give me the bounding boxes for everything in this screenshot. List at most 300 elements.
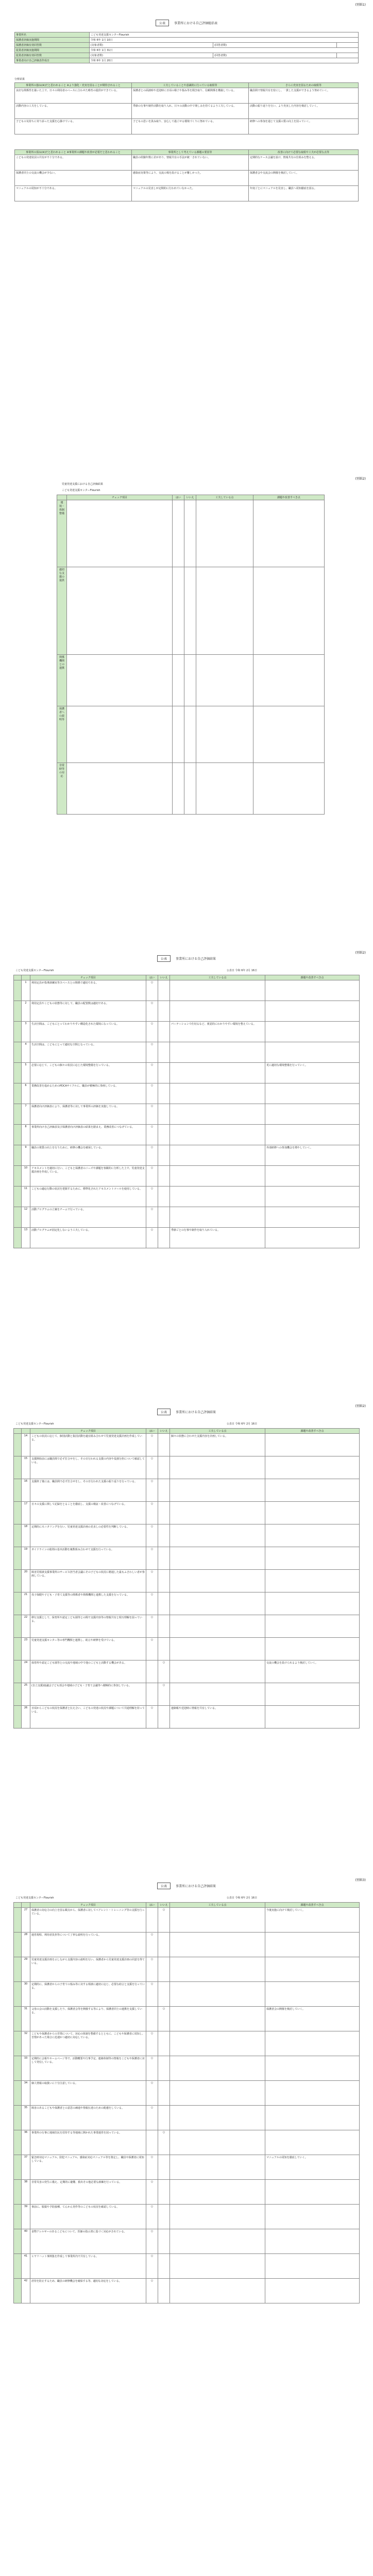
section-bar	[14, 1660, 22, 1683]
section-bar	[14, 1706, 22, 1728]
section-bar	[14, 1456, 22, 1479]
col-no: いいえ	[158, 1903, 170, 1908]
table-row	[14, 1982, 360, 2007]
issue-note	[265, 2254, 360, 2279]
table-row	[14, 1125, 360, 1145]
answer-yes: ○	[146, 1125, 158, 1145]
check-item: 活動プログラムが固定化しないよう工夫している。	[30, 1228, 146, 1248]
answer-no	[158, 1592, 170, 1615]
table-row	[14, 2279, 360, 2303]
check-item: 個人情報の取扱いに十分注意している。	[30, 2081, 146, 2106]
table-row	[14, 1683, 360, 1706]
check-item: 生活空間は、こどもにとってわかりやすい構造化された環境になっている。	[30, 1022, 146, 1042]
section-bar	[14, 1063, 22, 1083]
answer-yes: ○	[146, 1982, 158, 2007]
effort-note: 連絡帳や送迎時に情報を共有している。	[170, 1706, 265, 1728]
row-number: 35	[22, 2106, 30, 2130]
label-created: 事業者向け自己評価表作成日	[15, 58, 90, 63]
answer-yes: ○	[146, 1615, 158, 1638]
check-item: 職員の資質の向上を行うために、研修の機会を確保している。	[30, 1145, 146, 1166]
answer-yes: ○	[146, 1063, 158, 1083]
answer-no	[158, 1207, 170, 1228]
col-strength: 事業所の強み(※)だと思われること ※より強化・充実を図ることが期待されること	[15, 83, 132, 88]
table-row	[14, 1592, 360, 1615]
weaknesses-table	[14, 149, 359, 201]
answer-no	[158, 1479, 170, 1502]
effort-note: パーテーションで仕切るなど、視覚的にわかりやすい環境を整えている。	[170, 1022, 265, 1042]
table-row	[14, 2106, 360, 2130]
section-bar	[14, 1207, 22, 1228]
results-table-3	[13, 1902, 360, 2303]
strength-cell: 子どもの気持ちに寄り添った支援を心掛けている。	[15, 119, 132, 134]
row-number: 36	[22, 2130, 30, 2155]
answer-no	[158, 1228, 170, 1248]
col-yes: はい	[146, 1429, 158, 1434]
answer-yes: ○	[146, 1456, 158, 1479]
row-number: 9	[22, 1145, 30, 1166]
date-value: 令和 6年 2月 16日	[235, 969, 258, 972]
results-heading: 事業所における自己評価結果	[175, 1411, 216, 1414]
effort-note	[170, 1592, 265, 1615]
section-bar	[14, 1683, 22, 1706]
check-item: 事前に、服薬や予防接種、てんかん発作等のこどもの状況を確認している。	[30, 2205, 146, 2229]
issue-note	[265, 1104, 360, 1125]
strengths-table	[14, 82, 359, 134]
weakness-cell: マニュアルの周知が不十分である。	[15, 186, 132, 201]
date-label: 公表日	[227, 969, 235, 972]
col-further: さらに充実を図るための取組等	[249, 83, 359, 88]
answer-no	[158, 1570, 170, 1592]
row-number: 17	[22, 1502, 30, 1524]
answer-no	[158, 1001, 170, 1022]
issue-note: 交流の機会を設けられるよう検討していく。	[265, 1660, 360, 1683]
effort-note	[170, 2254, 265, 2279]
answer-no	[158, 2180, 170, 2205]
answer-yes: ○	[146, 1502, 158, 1524]
effort-note	[170, 2155, 265, 2180]
table-row	[14, 1957, 360, 1982]
answer-no	[158, 1502, 170, 1524]
answer-yes: ○	[146, 1547, 158, 1570]
table-row	[14, 2031, 360, 2056]
check-item: 児童発達支援計画を示しながら支援内容の説明を行い、保護者から児童発達支援計画の同意を得ている。	[30, 1957, 146, 1982]
issue-note	[265, 1547, 360, 1570]
answer-yes: ○	[146, 1570, 158, 1592]
check-item: こどもの適応行動の状況を把握するために、標準化されたアセスメントツールを使用している。	[30, 1187, 146, 1207]
answer-yes: ○	[146, 1592, 158, 1615]
label-staff-period: 従業者評価実施期間	[15, 48, 90, 53]
issue-note	[265, 1228, 360, 1248]
answer-yes: ○	[146, 2205, 158, 2229]
col-weakness: 事業所の弱み(※)だと思われること ※事業所の課題や改善が必要だと思われること	[15, 150, 132, 155]
check-item: 利用定員やこどもの状態等に対して、職員の配置数は適切である。	[30, 1001, 146, 1022]
row-number: 16	[22, 1479, 30, 1502]
table-row	[14, 1660, 360, 1683]
section-bar	[14, 2081, 22, 2106]
answer-no	[158, 2031, 170, 2056]
results-table-1	[13, 975, 360, 1248]
weakness-cell: 職員の経験年数に差があり、情報共有の手法が統一されていない。	[132, 155, 249, 171]
effort-note	[170, 1145, 265, 1166]
check-item: 障害児相談支援事業所のサービス担当者会議にその子どもの状況に精通した最もふさわしい者が参画している。	[30, 1570, 146, 1592]
table-row	[14, 1547, 360, 1570]
row-number: 31	[22, 2007, 30, 2031]
answer-yes: ○	[146, 1479, 158, 1502]
table-row	[14, 2007, 360, 2031]
section-bar	[14, 2180, 22, 2205]
row-number: 21	[22, 1592, 30, 1615]
answer-no	[158, 1434, 170, 1456]
table-row	[14, 1083, 360, 1104]
answer-no	[158, 2106, 170, 2130]
public-label: 公表	[156, 20, 169, 26]
effort-note	[170, 1570, 265, 1592]
effort-note	[170, 1207, 265, 1228]
col-effort: 工夫している点	[170, 1429, 265, 1434]
section-bar	[14, 1145, 22, 1166]
table-row	[14, 1187, 360, 1207]
weakness-cell: 感染症対策等により、交流の場を設けることが難しかった。	[132, 171, 249, 186]
date-value: 令和 6年 2月 16日	[235, 1896, 258, 1900]
results-facility: こども発達支援センターFlourish	[15, 1422, 54, 1426]
row-number: 42	[22, 2279, 30, 2303]
table-row	[14, 1933, 360, 1957]
public-label: 公表	[157, 1883, 171, 1889]
col-issue: 課題や改善すべき点	[265, 975, 360, 980]
page-number: (別紙2)	[355, 1404, 366, 1408]
section-bar	[14, 1908, 22, 1933]
check-item: 障害のあるこどもや保護者との意思の疎通や情報伝達のための配慮をしている。	[30, 2106, 146, 2130]
issue-note	[265, 2180, 360, 2205]
table-row	[14, 1042, 360, 1063]
effort-note	[170, 2229, 265, 2254]
effort-note	[170, 1456, 265, 1479]
page-title: 事業所における自己評価総括表	[174, 22, 217, 25]
strength-cell: 活動内容の工夫をしている。	[15, 104, 132, 119]
section-bar	[14, 1042, 22, 1063]
answer-no	[158, 2056, 170, 2081]
answer-no	[158, 1063, 170, 1083]
section-bar	[14, 1547, 22, 1570]
public-label: 公表	[157, 1409, 171, 1415]
facility-name: こども発達支援センターFlourish	[90, 32, 359, 38]
answer-yes	[146, 1660, 158, 1683]
answer-yes: ○	[146, 2254, 158, 2279]
table-row	[14, 2130, 360, 2155]
answer-yes	[146, 2007, 158, 2031]
issue-note	[265, 1083, 360, 1104]
table-row	[14, 1479, 360, 1502]
answer-no	[158, 1706, 170, 1728]
staff-answer: (回答者数)	[213, 53, 337, 58]
row-number: 32	[22, 2031, 30, 2056]
check-item: 生活空間は、こどもにとって適切な空間となっている。	[30, 1042, 146, 1063]
section-bar	[14, 1083, 22, 1104]
section-bar	[14, 2279, 22, 2303]
check-item: 日頃からこどもの状況を保護者と伝え合い、こどもの発達の状況や課題について共通理解を持っている。	[30, 1706, 146, 1728]
issue-note	[265, 2130, 360, 2155]
issue-note	[265, 1502, 360, 1524]
row-number: 7	[22, 1104, 30, 1125]
check-item: 定期的に、保護者からの子育ての悩み等に対する相談に適切に応じ、必要な助言と支援を行っている。	[30, 1982, 146, 2007]
table-row	[14, 1615, 360, 1638]
answer-yes: ○	[146, 1933, 158, 1957]
section-bar	[14, 1524, 22, 1547]
public-label: 公表	[157, 955, 171, 962]
page-results-1	[0, 948, 373, 1298]
effort-note	[170, 2081, 265, 2106]
issue-note	[265, 1042, 360, 1063]
created-date: 令和 6年 1月 20日	[90, 58, 359, 63]
answer-no	[158, 2155, 170, 2180]
col-issue: 課題や改善すべき点	[253, 495, 324, 500]
row-number: 1	[22, 980, 30, 1001]
label-staff-count: 従業者評価有効回答数	[15, 53, 90, 58]
issue-note	[265, 1683, 360, 1706]
section-support: 適切な支援の提供	[57, 567, 67, 655]
strength-cell: 活動の振り返りを行い、より充実した内容を検討していく。	[249, 104, 359, 119]
table-row	[14, 2155, 360, 2180]
answer-no: ○	[158, 2007, 170, 2031]
overview-table	[57, 495, 325, 815]
check-item: 支援終了後には、職員間で必ず打合せをし、その日行われた支援の振り返りを行っている。	[30, 1479, 146, 1502]
row-number: 28	[22, 1933, 30, 1957]
table-row	[14, 1063, 360, 1083]
row-number: 38	[22, 2180, 30, 2205]
check-item: こどもの状況に応じて、個別活動と集団活動を適宜組み合わせて児童発達支援計画を作成している。	[30, 1434, 146, 1456]
effort-note	[170, 1125, 265, 1145]
page-results-2	[0, 1401, 373, 1762]
col-no: いいえ	[158, 1429, 170, 1434]
effort-note	[170, 2279, 265, 2303]
section-bar	[14, 2056, 22, 2081]
answer-no	[158, 1022, 170, 1042]
row-number: 12	[22, 1207, 30, 1228]
page-summary	[0, 0, 373, 216]
check-item: 保護者の対応力の向上を図る観点から、保護者に対してペアレント・トレーニング等の支援を行っている。	[30, 1908, 146, 1933]
answer-yes: ○	[146, 1166, 158, 1187]
effort-note	[170, 1001, 265, 1022]
answer-no	[158, 1104, 170, 1125]
answer-yes: ○	[146, 2056, 158, 2081]
table-row	[14, 2205, 360, 2229]
row-number: 24	[22, 1660, 30, 1683]
overview-heading: 児童発達支援における自己評価結果	[62, 483, 104, 486]
effort-note	[170, 2130, 265, 2155]
effort-note	[170, 1957, 265, 1982]
answer-no	[158, 1456, 170, 1479]
table-row	[14, 1145, 360, 1166]
check-item: 保育所や認定こども園等との交流や地域の中で他のこどもと活動する機会がある。	[30, 1660, 146, 1683]
table-row	[14, 980, 360, 1001]
effort-note	[170, 1187, 265, 1207]
answer-no	[158, 1982, 170, 2007]
table-row	[14, 1207, 360, 1228]
answer-no	[158, 980, 170, 1001]
strength-cell: 良好な関係性を築いた上で、日々の利用者のペースに合わせた療育の提供ができている。	[15, 88, 132, 104]
answer-yes: ○	[146, 1524, 158, 1547]
table-row	[14, 1524, 360, 1547]
answer-no	[158, 2081, 170, 2106]
staff-period: 令和 6年 1月 31日	[90, 48, 359, 53]
issue-note	[265, 980, 360, 1001]
section-bar	[14, 1434, 22, 1456]
check-item: 運営規程、利用者負担等について丁寧な説明を行っている。	[30, 1933, 146, 1957]
section-emergency: 非常時等の対応	[57, 763, 67, 815]
section-bar	[14, 1022, 22, 1042]
answer-yes	[146, 1683, 158, 1706]
label-parent-period: 保護者評価実施期間	[15, 38, 90, 43]
row-number: 18	[22, 1524, 30, 1547]
table-row	[14, 1908, 360, 1933]
row-number: 10	[22, 1166, 30, 1187]
answer-yes: ○	[146, 1145, 158, 1166]
row-number: 22	[22, 1615, 30, 1638]
issue-note	[265, 2081, 360, 2106]
col-issue: 課題や改善すべき点	[265, 1429, 360, 1434]
staff-target: (対象者数)	[90, 53, 213, 58]
check-item: 事業所の行事に地域住民を招待する等地域に開かれた事業運営を図っている。	[30, 2130, 146, 2155]
check-item: 父母の会の活動を支援したり、保護者会等を開催する等により、保護者同士の連携を支援している。	[30, 2007, 146, 2031]
check-item: ヒヤリハット事例集を作成して事業所内で共有している。	[30, 2254, 146, 2279]
effort-note	[170, 1638, 265, 1660]
answer-yes: ○	[146, 1083, 158, 1104]
check-item: アセスメントを適切に行い、こどもと保護者のニーズや課題を客観的に分析した上で、児童発達支援計画を作成している。	[30, 1166, 146, 1187]
answer-yes: ○	[146, 2106, 158, 2130]
issue-note	[265, 2056, 360, 2081]
section-bar	[14, 980, 22, 1001]
effort-note: 季節ごとの行事や制作を取り入れている。	[170, 1228, 265, 1248]
effort-note	[170, 2205, 265, 2229]
label-facility: 事業所名	[15, 32, 90, 38]
analysis-label: 分析結果	[14, 78, 25, 81]
col-cause: 事業所として考えている課題の要因等	[132, 150, 249, 155]
date-label: 公表日	[227, 1896, 235, 1900]
row-number: 37	[22, 2155, 30, 2180]
section-bar	[14, 1638, 22, 1660]
issue-note	[265, 1957, 360, 1982]
effort-note	[170, 1615, 265, 1638]
table-row	[14, 2229, 360, 2254]
answer-yes: ○	[146, 2229, 158, 2254]
weakness-cell: 定期的なケース会議を設け、情報共有の仕組みを整える。	[249, 155, 359, 171]
strength-cell: 研修への参加を通じて支援の質の向上を図っていく。	[249, 119, 359, 134]
effort-note	[170, 1547, 265, 1570]
issue-note	[265, 1001, 360, 1022]
answer-no: ○	[158, 1908, 170, 1933]
answer-yes: ○	[146, 1022, 158, 1042]
col-issue: 課題や改善すべき点	[265, 1903, 360, 1908]
col-yes: はい	[146, 975, 158, 980]
table-row	[14, 1434, 360, 1456]
table-row	[14, 1228, 360, 1248]
effort-note	[170, 1083, 265, 1104]
issue-note	[265, 1592, 360, 1615]
issue-note: 更に適切な環境整備を行っていく。	[265, 1063, 360, 1083]
section-parents: 保護者への説明等	[57, 706, 67, 763]
col-check: チェック項目	[30, 1903, 146, 1908]
issue-note	[265, 2279, 360, 2303]
check-item: ガイドラインの総則の基本活動を複数組み合わせて支援を行っている。	[30, 1547, 146, 1570]
results-facility: こども発達支援センターFlourish	[15, 1896, 54, 1900]
parent-period: 令和 6年 1月 10日	[90, 38, 359, 43]
row-number: 20	[22, 1570, 30, 1592]
effort-note	[170, 1166, 265, 1187]
row-number: 4	[22, 1042, 30, 1063]
answer-yes: ○	[146, 1104, 158, 1125]
check-item: 児童発達支援センター等の専門機関と連携し、助言や研修を受けている。	[30, 1638, 146, 1660]
row-number: 2	[22, 1001, 30, 1022]
section-bar	[14, 1125, 22, 1145]
label-parent-count: 保護者評価有効回答数	[15, 43, 90, 48]
table-row	[14, 1456, 360, 1479]
table-row	[14, 1570, 360, 1592]
row-number: 5	[22, 1063, 30, 1083]
table-row	[14, 1104, 360, 1125]
effort-note	[170, 1683, 265, 1706]
issue-note	[265, 2229, 360, 2254]
issue-note: 外部研修への参加機会を増やしていく。	[265, 1145, 360, 1166]
issue-note	[265, 1456, 360, 1479]
effort-note	[170, 1063, 265, 1083]
section-cooperation: 関係機関との連携	[57, 655, 67, 706]
weakness-cell: こどもの発達状況の共有が不十分である。	[15, 155, 132, 171]
effort-note	[170, 2106, 265, 2130]
answer-no	[158, 1615, 170, 1638]
issue-note	[265, 1434, 360, 1456]
strength-cell: 職員間で情報共有を密にし、一貫した支援ができるよう努めていく。	[249, 88, 359, 104]
section-bar	[14, 2007, 22, 2031]
section-bar	[14, 2254, 22, 2279]
table-row	[14, 1502, 360, 1524]
section-bar	[14, 1228, 22, 1248]
answer-no	[158, 1638, 170, 1660]
table-row	[14, 1166, 360, 1187]
col-check: チェック項目	[67, 495, 173, 500]
table-row	[14, 1022, 360, 1042]
check-item: 必要に応じて、こどもの個々の状況に応じた環境整備を行っている。	[30, 1063, 146, 1083]
answer-yes: ○	[146, 2031, 158, 2056]
section-bar	[14, 1615, 22, 1638]
answer-no: ○	[158, 2130, 170, 2155]
answer-no	[158, 1145, 170, 1166]
strength-cell: 季節の行事や制作活動を取り入れ、日々の活動の中で楽しみを持てるよう工夫している。	[132, 104, 249, 119]
check-item: 食物アレルギーのあるこどもについて、医師の指示書に基づく対応がされている。	[30, 2229, 146, 2254]
row-number: 15	[22, 1456, 30, 1479]
section-bar	[14, 2155, 22, 2180]
answer-no	[158, 2205, 170, 2229]
issue-note: マニュアルの周知を徹底していく。	[265, 2155, 360, 2180]
effort-note	[170, 1908, 265, 1933]
answer-yes: ○	[146, 1957, 158, 1982]
effort-note: 個々の状態に合わせた支援内容を計画している。	[170, 1434, 265, 1456]
weakness-cell: 保護者会や交流会の開催を検討していく。	[249, 171, 359, 186]
answer-yes: ○	[146, 2155, 158, 2180]
page-number: (別紙3)	[355, 1878, 366, 1882]
issue-note	[265, 1022, 360, 1042]
col-effort: 工夫している点	[170, 1903, 265, 1908]
section-bar	[14, 1957, 22, 1982]
answer-yes	[146, 1908, 158, 1933]
section-bar	[14, 1104, 22, 1125]
answer-yes: ○	[146, 2180, 158, 2205]
answer-no	[158, 1933, 170, 1957]
row-number: 3	[22, 1022, 30, 1042]
answer-no	[158, 1187, 170, 1207]
effort-note	[170, 1982, 265, 2007]
section-bar	[14, 1982, 22, 2007]
weakness-cell: 年度ごとにマニュアルを見直し、職員へ周知徹底を図る。	[249, 186, 359, 201]
